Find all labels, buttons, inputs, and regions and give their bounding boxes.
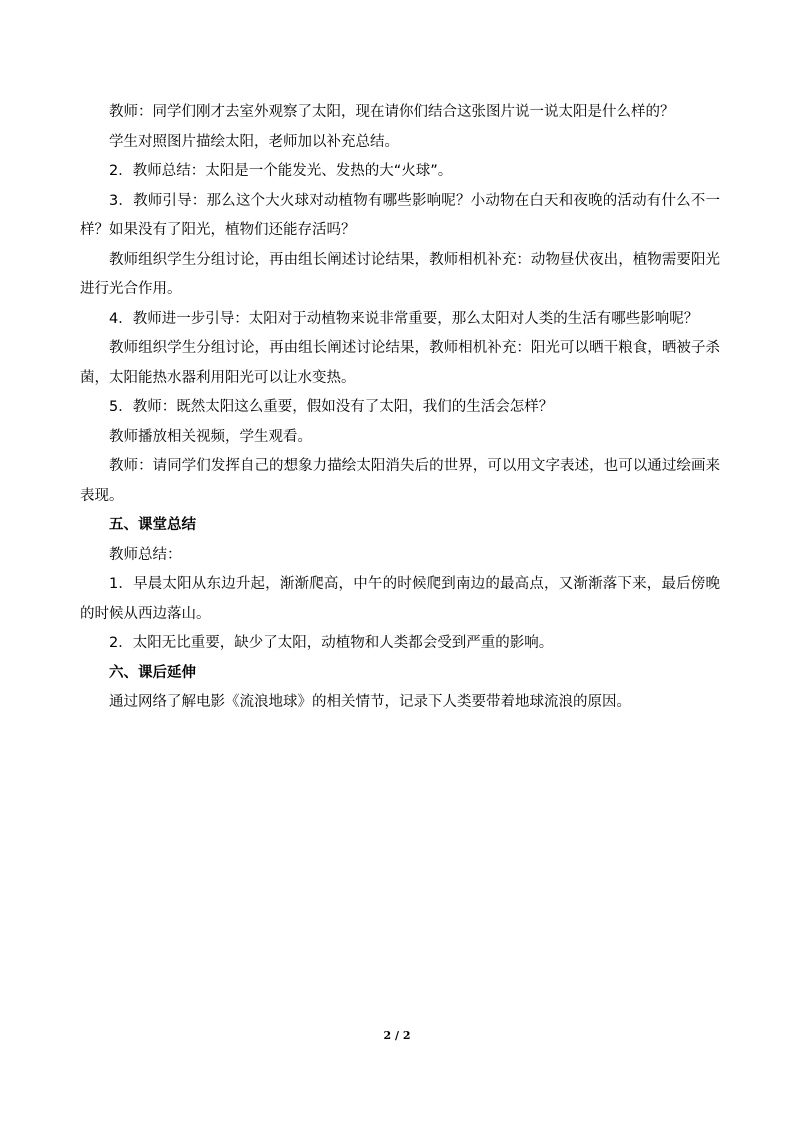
page-number: 2 / 2	[383, 1029, 411, 1042]
section-heading-summary: 五、课堂总结	[109, 517, 196, 533]
paragraph-summary-1: 1．早晨太阳从东边升起，渐渐爬高，中午的时候爬到南边的最高点，又渐渐落下来，最后傍晚的时候从西边落山。	[80, 576, 720, 622]
paragraph-extension: 通过网络了解电影《流浪地球》的相关情节，记录下人类要带着地球流浪的原因。	[109, 694, 631, 710]
paragraph-student-describe: 学生对照图片描绘太阳，老师加以补充总结。	[109, 133, 399, 150]
paragraph-imagination: 教师：请同学们发挥自己的想象力描绘太阳消失后的世界，可以用文字表述，也可以通过绘画来表现。	[80, 458, 720, 504]
paragraph-summary-2: 2．太阳无比重要，缺少了太阳，动植物和人类都会受到严重的影响。	[109, 635, 554, 651]
paragraph-discussion-1: 教师组织学生分组讨论，再由组长阐述讨论结果，教师相机补充：动物昼伏夜出，植物需要阳光进行光合作用。	[80, 251, 720, 297]
paragraph-step-5: 5．教师：既然太阳这么重要，假如没有了太阳，我们的生活会怎样？	[109, 399, 554, 415]
section-heading-extension: 六、课后延伸	[109, 664, 196, 681]
document-body	[80, 98, 720, 718]
paragraph-intro-question: 教师：同学们刚才去室外观察了太阳，现在请你们结合这张图片说一说太阳是什么样的？	[109, 104, 675, 120]
paragraph-step-2: 2．教师总结：太阳是一个能发光、发热的大“火球”。	[109, 163, 453, 179]
paragraph-step-4: 4．教师进一步引导：太阳对于动植物来说非常重要，那么太阳对人类的生活有哪些影响呢？	[109, 310, 699, 327]
paragraph-video: 教师播放相关视频，学生观看。	[109, 428, 312, 445]
paragraph-discussion-2: 教师组织学生分组讨论，再由组长阐述讨论结果，教师相机补充：阳光可以晒干粮食，晒被子杀菌，太阳能热水器利用阳光可以让水变热。	[80, 340, 720, 386]
paragraph-summary-label: 教师总结：	[109, 546, 182, 563]
paragraph-step-3: 3．教师引导：那么这个大火球对动植物有哪些影响呢？小动物在白天和夜晚的活动有什么不一样？如果没有了阳光，植物们还能存活吗？	[80, 192, 720, 238]
